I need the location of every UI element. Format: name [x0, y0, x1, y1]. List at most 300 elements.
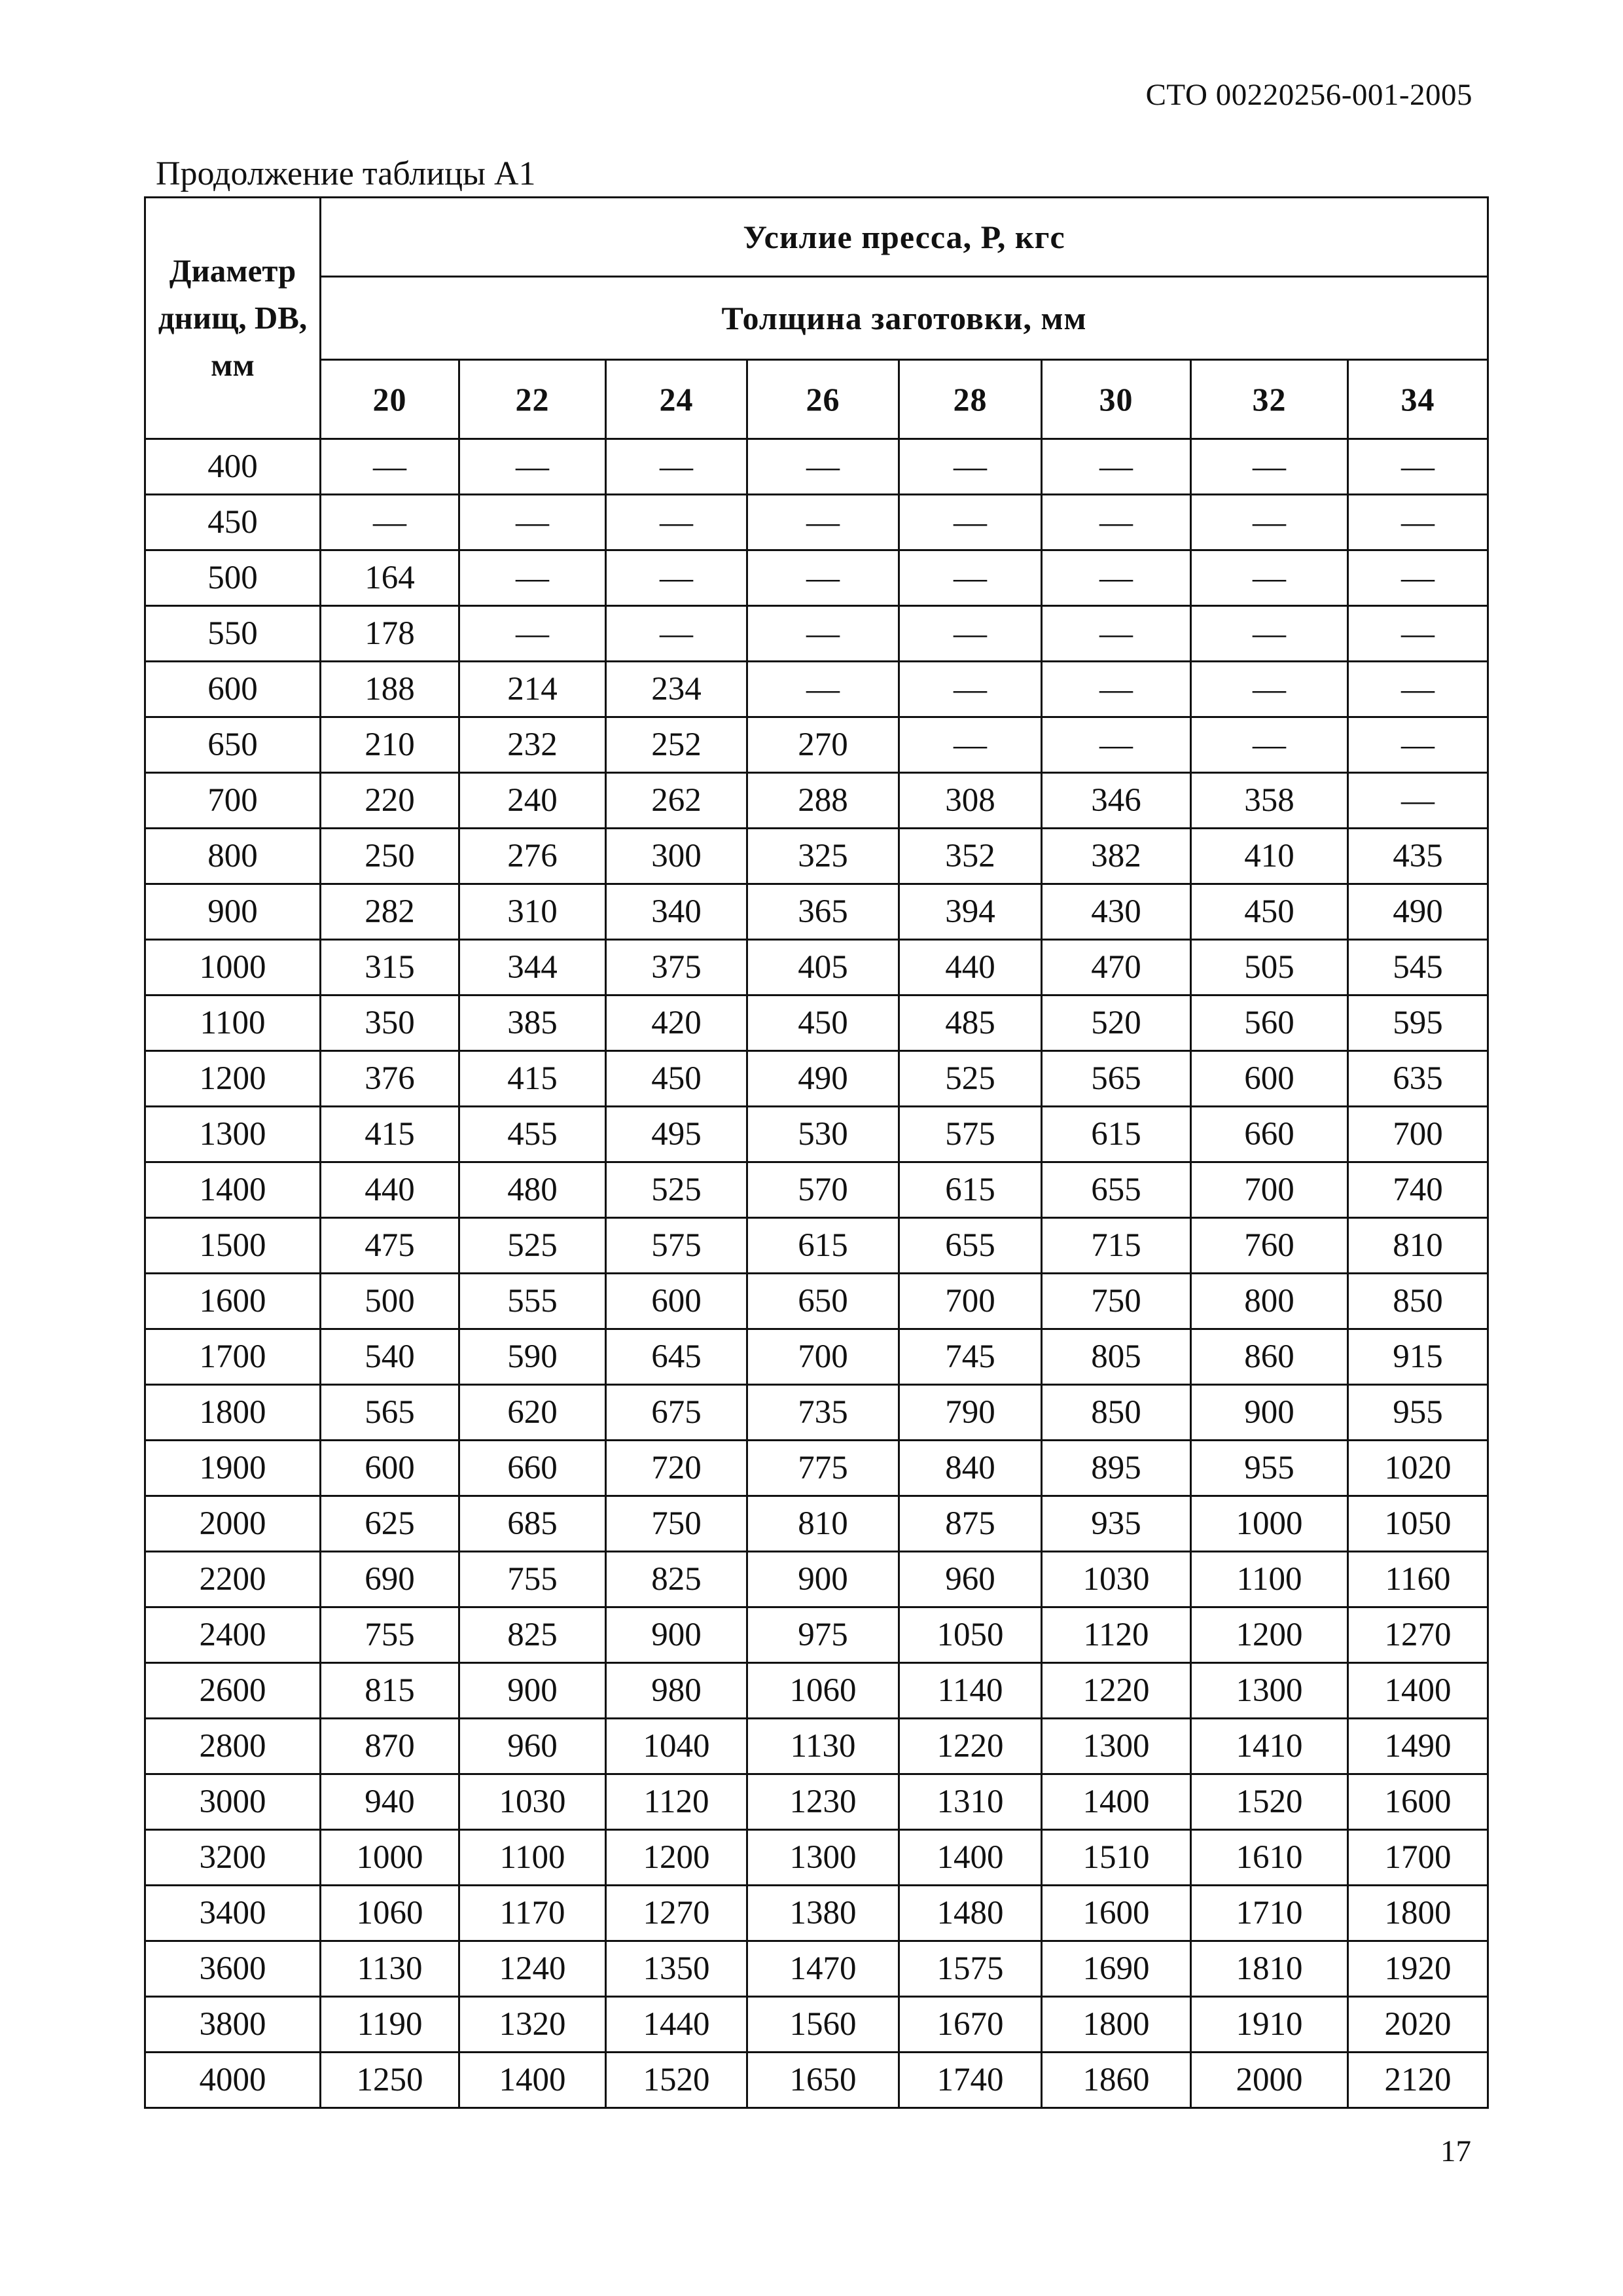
force-value-cell: —: [899, 550, 1042, 606]
force-value-cell: 1920: [1348, 1941, 1488, 1997]
diameter-cell: 4000: [145, 2053, 321, 2108]
force-value-cell: 1240: [459, 1941, 606, 1997]
force-value-cell: 620: [459, 1385, 606, 1441]
force-value-cell: 470: [1042, 940, 1191, 996]
force-value-cell: 1160: [1348, 1552, 1488, 1607]
force-value-cell: 1600: [1042, 1886, 1191, 1941]
force-value-cell: 308: [899, 773, 1042, 829]
force-value-cell: 1650: [747, 2053, 899, 2108]
force-value-cell: 1690: [1042, 1941, 1191, 1997]
force-value-cell: 955: [1348, 1385, 1488, 1441]
force-value-cell: 1270: [606, 1886, 747, 1941]
force-value-cell: —: [1042, 717, 1191, 773]
force-value-cell: 420: [606, 996, 747, 1051]
force-value-cell: 825: [606, 1552, 747, 1607]
force-value-cell: —: [459, 495, 606, 550]
thickness-column-header: 34: [1348, 360, 1488, 439]
force-value-cell: 525: [606, 1162, 747, 1218]
force-value-cell: 1050: [899, 1607, 1042, 1663]
force-value-cell: —: [1191, 606, 1348, 662]
force-value-cell: 980: [606, 1663, 747, 1719]
force-value-cell: —: [606, 439, 747, 495]
force-value-cell: —: [899, 662, 1042, 717]
force-value-cell: 234: [606, 662, 747, 717]
force-value-cell: 375: [606, 940, 747, 996]
force-value-cell: 1520: [606, 2053, 747, 2108]
thickness-column-header: 32: [1191, 360, 1348, 439]
table-row: [145, 439, 1488, 495]
force-value-cell: 615: [899, 1162, 1042, 1218]
force-value-cell: 1400: [1042, 1774, 1191, 1830]
table-row: [145, 1107, 1488, 1162]
force-value-cell: 188: [321, 662, 459, 717]
diameter-cell: 3800: [145, 1997, 321, 2053]
force-value-cell: 675: [606, 1385, 747, 1441]
force-value-cell: 1410: [1191, 1719, 1348, 1774]
force-value-cell: 570: [747, 1162, 899, 1218]
force-value-cell: 700: [1348, 1107, 1488, 1162]
diameter-cell: 1800: [145, 1385, 321, 1441]
force-value-cell: 575: [606, 1218, 747, 1274]
force-value-cell: 490: [747, 1051, 899, 1107]
force-value-cell: 895: [1042, 1441, 1191, 1496]
diameter-cell: 3000: [145, 1774, 321, 1830]
force-value-cell: —: [747, 550, 899, 606]
force-value-cell: 625: [321, 1496, 459, 1552]
force-value-cell: —: [321, 439, 459, 495]
force-value-cell: 525: [459, 1218, 606, 1274]
press-force-header: Усилие пресса, Р, кгс: [321, 198, 1488, 277]
force-value-cell: 740: [1348, 1162, 1488, 1218]
table-row: [145, 662, 1488, 717]
table-row: [145, 1663, 1488, 1719]
force-value-cell: 1170: [459, 1886, 606, 1941]
thickness-column-header: 20: [321, 360, 459, 439]
force-value-cell: 690: [321, 1552, 459, 1607]
force-value-cell: 1050: [1348, 1496, 1488, 1552]
force-value-cell: 1710: [1191, 1886, 1348, 1941]
table-row: [145, 829, 1488, 884]
force-value-cell: 1120: [606, 1774, 747, 1830]
force-value-cell: —: [321, 495, 459, 550]
force-value-cell: 1380: [747, 1886, 899, 1941]
force-value-cell: 1400: [459, 2053, 606, 2108]
table-row: [145, 1830, 1488, 1886]
force-value-cell: 1100: [459, 1830, 606, 1886]
force-value-cell: 1600: [1348, 1774, 1488, 1830]
force-value-cell: 1120: [1042, 1607, 1191, 1663]
force-value-cell: 1910: [1191, 1997, 1348, 2053]
force-value-cell: 955: [1191, 1441, 1348, 1496]
force-value-cell: 440: [899, 940, 1042, 996]
force-value-cell: 540: [321, 1329, 459, 1385]
force-value-cell: 1490: [1348, 1719, 1488, 1774]
force-value-cell: —: [1348, 773, 1488, 829]
force-value-cell: 325: [747, 829, 899, 884]
force-value-cell: 310: [459, 884, 606, 940]
document-code: СТО 00220256-001-2005: [1145, 78, 1472, 112]
force-value-cell: 1100: [1191, 1552, 1348, 1607]
force-value-cell: 745: [899, 1329, 1042, 1385]
force-value-cell: 1300: [1191, 1663, 1348, 1719]
force-value-cell: 1220: [1042, 1663, 1191, 1719]
force-value-cell: —: [606, 495, 747, 550]
force-value-cell: 615: [747, 1218, 899, 1274]
force-value-cell: 475: [321, 1218, 459, 1274]
force-value-cell: 555: [459, 1274, 606, 1329]
force-value-cell: —: [1042, 606, 1191, 662]
force-value-cell: 775: [747, 1441, 899, 1496]
force-value-cell: 1575: [899, 1941, 1042, 1997]
force-value-cell: 232: [459, 717, 606, 773]
force-value-cell: —: [1348, 550, 1488, 606]
table-row: [145, 1607, 1488, 1663]
force-value-cell: 1400: [1348, 1663, 1488, 1719]
diameter-cell: 2800: [145, 1719, 321, 1774]
force-value-cell: 485: [899, 996, 1042, 1051]
table-row: [145, 1162, 1488, 1218]
force-value-cell: —: [899, 439, 1042, 495]
force-value-cell: —: [747, 495, 899, 550]
force-value-cell: 450: [747, 996, 899, 1051]
diameter-cell: 2600: [145, 1663, 321, 1719]
force-value-cell: 505: [1191, 940, 1348, 996]
force-value-cell: 600: [606, 1274, 747, 1329]
force-value-cell: 1800: [1042, 1997, 1191, 2053]
diameter-cell: 1600: [145, 1274, 321, 1329]
diameter-cell: 1000: [145, 940, 321, 996]
page-number: 17: [1440, 2134, 1471, 2168]
force-value-cell: 405: [747, 940, 899, 996]
force-value-cell: 1320: [459, 1997, 606, 2053]
force-value-cell: 365: [747, 884, 899, 940]
table-row: [145, 1941, 1488, 1997]
table-row: [145, 550, 1488, 606]
force-value-cell: 590: [459, 1329, 606, 1385]
force-value-cell: 490: [1348, 884, 1488, 940]
force-value-cell: 750: [1042, 1274, 1191, 1329]
force-value-cell: 700: [747, 1329, 899, 1385]
force-value-cell: —: [1348, 606, 1488, 662]
force-value-cell: 700: [899, 1274, 1042, 1329]
force-value-cell: 915: [1348, 1329, 1488, 1385]
force-value-cell: 450: [1191, 884, 1348, 940]
force-value-cell: 840: [899, 1441, 1042, 1496]
force-value-cell: —: [606, 550, 747, 606]
force-value-cell: 805: [1042, 1329, 1191, 1385]
force-value-cell: 1060: [747, 1663, 899, 1719]
thickness-column-header: 28: [899, 360, 1042, 439]
force-value-cell: 1310: [899, 1774, 1042, 1830]
diameter-cell: 3400: [145, 1886, 321, 1941]
thickness-column-header: 24: [606, 360, 747, 439]
force-value-cell: 178: [321, 606, 459, 662]
force-value-cell: 940: [321, 1774, 459, 1830]
diameter-cell: 2200: [145, 1552, 321, 1607]
force-value-cell: 615: [1042, 1107, 1191, 1162]
table-row: [145, 717, 1488, 773]
force-value-cell: 1250: [321, 2053, 459, 2108]
table-row: [145, 1997, 1488, 2053]
force-value-cell: 755: [459, 1552, 606, 1607]
force-value-cell: 935: [1042, 1496, 1191, 1552]
force-value-cell: —: [1348, 662, 1488, 717]
force-value-cell: 755: [321, 1607, 459, 1663]
force-value-cell: 262: [606, 773, 747, 829]
force-value-cell: 480: [459, 1162, 606, 1218]
force-value-cell: —: [899, 606, 1042, 662]
force-value-cell: —: [1042, 495, 1191, 550]
force-value-cell: —: [459, 439, 606, 495]
force-value-cell: 415: [321, 1107, 459, 1162]
force-value-cell: —: [899, 717, 1042, 773]
force-value-cell: 1200: [606, 1830, 747, 1886]
thickness-header: Толщина заготовки, мм: [321, 277, 1488, 360]
force-value-cell: —: [1191, 439, 1348, 495]
force-value-cell: 900: [606, 1607, 747, 1663]
force-value-cell: 1300: [1042, 1719, 1191, 1774]
force-value-cell: 1740: [899, 2053, 1042, 2108]
table-row: [145, 773, 1488, 829]
table-row: [145, 1051, 1488, 1107]
table-row: [145, 1552, 1488, 1607]
force-value-cell: 790: [899, 1385, 1042, 1441]
force-value-cell: —: [1191, 550, 1348, 606]
force-value-cell: 525: [899, 1051, 1042, 1107]
force-value-cell: 850: [1348, 1274, 1488, 1329]
force-value-cell: 900: [459, 1663, 606, 1719]
force-value-cell: 850: [1042, 1385, 1191, 1441]
thickness-columns-row: [145, 360, 1488, 439]
force-value-cell: 1440: [606, 1997, 747, 2053]
force-value-cell: —: [747, 662, 899, 717]
force-value-cell: 1400: [899, 1830, 1042, 1886]
table-row: [145, 940, 1488, 996]
diameter-cell: 1700: [145, 1329, 321, 1385]
force-value-cell: 394: [899, 884, 1042, 940]
force-value-cell: 214: [459, 662, 606, 717]
table-row: [145, 606, 1488, 662]
force-value-cell: 1200: [1191, 1607, 1348, 1663]
force-value-cell: 450: [606, 1051, 747, 1107]
force-value-cell: 960: [459, 1719, 606, 1774]
force-value-cell: 975: [747, 1607, 899, 1663]
force-value-cell: 700: [1191, 1162, 1348, 1218]
force-value-cell: 500: [321, 1274, 459, 1329]
table-row: [145, 1774, 1488, 1830]
force-value-cell: 315: [321, 940, 459, 996]
force-value-cell: 276: [459, 829, 606, 884]
force-value-cell: 1130: [321, 1941, 459, 1997]
force-value-cell: 2120: [1348, 2053, 1488, 2108]
force-value-cell: 385: [459, 996, 606, 1051]
force-value-cell: 900: [1191, 1385, 1348, 1441]
table-row: [145, 1719, 1488, 1774]
force-value-cell: 340: [606, 884, 747, 940]
table-row: [145, 1385, 1488, 1441]
force-value-cell: 1510: [1042, 1830, 1191, 1886]
thickness-column-header: 22: [459, 360, 606, 439]
force-value-cell: 1130: [747, 1719, 899, 1774]
force-value-cell: 760: [1191, 1218, 1348, 1274]
force-value-cell: 645: [606, 1329, 747, 1385]
diameter-cell: 1200: [145, 1051, 321, 1107]
table-row: [145, 1274, 1488, 1329]
force-value-cell: 1480: [899, 1886, 1042, 1941]
force-value-cell: 1800: [1348, 1886, 1488, 1941]
force-value-cell: —: [459, 550, 606, 606]
force-value-cell: 735: [747, 1385, 899, 1441]
diameter-cell: 1300: [145, 1107, 321, 1162]
force-value-cell: 1030: [459, 1774, 606, 1830]
table-row: [145, 495, 1488, 550]
force-value-cell: 1560: [747, 1997, 899, 2053]
force-value-cell: 415: [459, 1051, 606, 1107]
force-value-cell: 530: [747, 1107, 899, 1162]
force-value-cell: 565: [1042, 1051, 1191, 1107]
force-value-cell: 376: [321, 1051, 459, 1107]
diameter-cell: 400: [145, 439, 321, 495]
force-value-cell: 1190: [321, 1997, 459, 2053]
force-value-cell: 430: [1042, 884, 1191, 940]
diameter-cell: 1400: [145, 1162, 321, 1218]
force-value-cell: 960: [899, 1552, 1042, 1607]
force-value-cell: 685: [459, 1496, 606, 1552]
force-value-cell: 250: [321, 829, 459, 884]
force-value-cell: 600: [1191, 1051, 1348, 1107]
force-value-cell: 860: [1191, 1329, 1348, 1385]
force-value-cell: 810: [747, 1496, 899, 1552]
force-value-cell: 210: [321, 717, 459, 773]
force-value-cell: —: [1042, 550, 1191, 606]
force-value-cell: 164: [321, 550, 459, 606]
force-value-cell: —: [459, 606, 606, 662]
force-value-cell: —: [1348, 717, 1488, 773]
diameter-cell: 3600: [145, 1941, 321, 1997]
press-force-table: [144, 196, 1489, 2109]
diameter-cell: 800: [145, 829, 321, 884]
force-value-cell: 1300: [747, 1830, 899, 1886]
force-value-cell: 1670: [899, 1997, 1042, 2053]
force-value-cell: 346: [1042, 773, 1191, 829]
force-value-cell: 382: [1042, 829, 1191, 884]
force-value-cell: 1020: [1348, 1441, 1488, 1496]
force-value-cell: 1470: [747, 1941, 899, 1997]
force-value-cell: 825: [459, 1607, 606, 1663]
force-value-cell: 635: [1348, 1051, 1488, 1107]
diameter-cell: 1900: [145, 1441, 321, 1496]
diameter-cell: 3200: [145, 1830, 321, 1886]
force-value-cell: 2000: [1191, 2053, 1348, 2108]
force-value-cell: —: [899, 495, 1042, 550]
thickness-column-header: 26: [747, 360, 899, 439]
force-value-cell: 600: [321, 1441, 459, 1496]
force-value-cell: —: [747, 439, 899, 495]
diameter-cell: 900: [145, 884, 321, 940]
diameter-header: Диаметр днищ, DВ, мм: [145, 198, 321, 439]
force-value-cell: —: [1191, 662, 1348, 717]
table-row: [145, 1218, 1488, 1274]
diameter-cell: 700: [145, 773, 321, 829]
force-value-cell: 455: [459, 1107, 606, 1162]
force-value-cell: 900: [747, 1552, 899, 1607]
force-value-cell: 352: [899, 829, 1042, 884]
force-value-cell: 650: [747, 1274, 899, 1329]
diameter-cell: 2400: [145, 1607, 321, 1663]
force-value-cell: 575: [899, 1107, 1042, 1162]
force-value-cell: 1000: [1191, 1496, 1348, 1552]
diameter-cell: 1500: [145, 1218, 321, 1274]
force-value-cell: 1270: [1348, 1607, 1488, 1663]
force-value-cell: —: [1042, 439, 1191, 495]
force-value-cell: 560: [1191, 996, 1348, 1051]
force-value-cell: 410: [1191, 829, 1348, 884]
table-row: [145, 884, 1488, 940]
table-row: [145, 1886, 1488, 1941]
force-value-cell: 1230: [747, 1774, 899, 1830]
force-value-cell: 1520: [1191, 1774, 1348, 1830]
diameter-cell: 450: [145, 495, 321, 550]
force-value-cell: —: [1348, 439, 1488, 495]
force-value-cell: 2020: [1348, 1997, 1488, 2053]
force-value-cell: 1610: [1191, 1830, 1348, 1886]
force-value-cell: 300: [606, 829, 747, 884]
force-value-cell: 1220: [899, 1719, 1042, 1774]
force-value-cell: 655: [1042, 1162, 1191, 1218]
force-value-cell: 350: [321, 996, 459, 1051]
diameter-cell: 2000: [145, 1496, 321, 1552]
force-value-cell: —: [747, 606, 899, 662]
force-value-cell: 270: [747, 717, 899, 773]
force-value-cell: 565: [321, 1385, 459, 1441]
force-value-cell: 358: [1191, 773, 1348, 829]
force-value-cell: 595: [1348, 996, 1488, 1051]
table-body: [145, 439, 1488, 2108]
force-value-cell: 870: [321, 1719, 459, 1774]
force-value-cell: 1030: [1042, 1552, 1191, 1607]
diameter-cell: 600: [145, 662, 321, 717]
diameter-cell: 500: [145, 550, 321, 606]
force-value-cell: 800: [1191, 1274, 1348, 1329]
force-value-cell: 288: [747, 773, 899, 829]
force-value-cell: 1000: [321, 1830, 459, 1886]
table-row: [145, 1441, 1488, 1496]
table-row: [145, 1329, 1488, 1385]
force-value-cell: 495: [606, 1107, 747, 1162]
force-value-cell: —: [1042, 662, 1191, 717]
force-value-cell: 520: [1042, 996, 1191, 1051]
thickness-column-header: 30: [1042, 360, 1191, 439]
force-value-cell: 655: [899, 1218, 1042, 1274]
force-value-cell: 220: [321, 773, 459, 829]
table-container: [144, 196, 1487, 2109]
force-value-cell: 344: [459, 940, 606, 996]
force-value-cell: 810: [1348, 1218, 1488, 1274]
table-row: [145, 1496, 1488, 1552]
force-value-cell: 1860: [1042, 2053, 1191, 2108]
force-value-cell: 240: [459, 773, 606, 829]
force-value-cell: —: [1191, 495, 1348, 550]
force-value-cell: 1040: [606, 1719, 747, 1774]
force-value-cell: 720: [606, 1441, 747, 1496]
diameter-cell: 550: [145, 606, 321, 662]
force-value-cell: 435: [1348, 829, 1488, 884]
force-value-cell: 1350: [606, 1941, 747, 1997]
table-row: [145, 2053, 1488, 2108]
diameter-cell: 1100: [145, 996, 321, 1051]
force-value-cell: 750: [606, 1496, 747, 1552]
force-value-cell: 282: [321, 884, 459, 940]
